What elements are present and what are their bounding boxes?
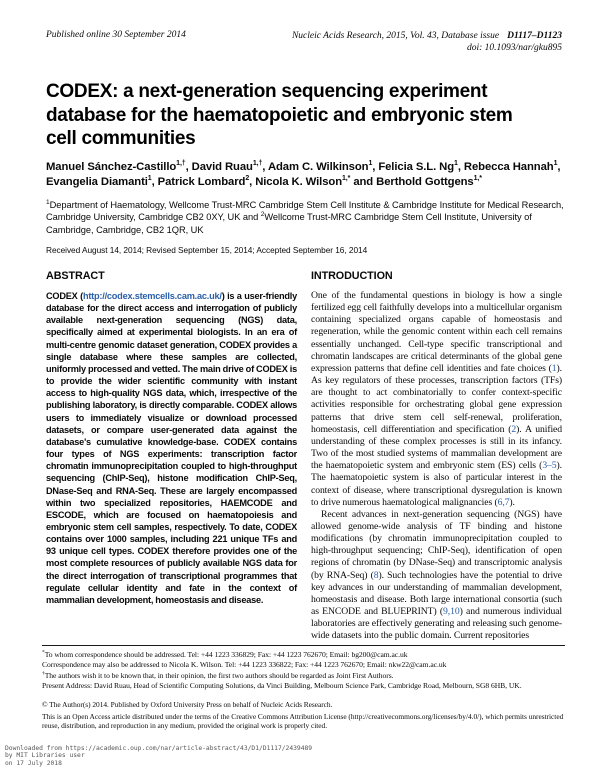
introduction-heading: INTRODUCTION bbox=[311, 270, 393, 282]
affiliations: $^1$Department of Haematology, Wellcome Trust-MRC Cambridge Stem Cell Institute & Cambridge Institute for Medical Research, Cambridge University, Cambridge CB2 0XY, UK and $^2$Wellcome Trust-MRC Cambridge Stem Cell Institute, University of Cambridge, Cambridge, CB2 1QR, UK bbox=[46, 198, 564, 235]
reference-link-1[interactable]: 1 bbox=[551, 362, 557, 374]
two-column-body bbox=[46, 270, 562, 643]
copyright-notice bbox=[42, 700, 565, 731]
reference-link-9-10[interactable]: 9,10 bbox=[443, 606, 460, 618]
article-title: CODEX: a next-generation sequencing experiment database for the haematopoietic and embryonic stem cell communities bbox=[46, 81, 513, 149]
author: Nicola K. Wilson$^{1,*}$ and bbox=[255, 175, 377, 188]
correspondence-footnote: *To whom correspondence should be addressed. Tel: +44 1223 336829; Fax: +44 1223 762670; Email: bg200@cam.ac.uk bbox=[42, 649, 408, 659]
abstract-text: CODEX (http://codex.stemcells.cam.ac.uk/) is a user-friendly database for the direct access and interrogation of publicly available next-generation sequencing (NGS) data, specifically aimed at experimental biologists. In an era of multi-centre genomic dataset generation, CODEX provides a single database where these samples are collected, uniformly processed and vetted. The main drive of CODEX is to provide the wider scientific community with instant access to high-quality NGS data, which, irrespective of the publishing laboratory, is directly comparable. CODEX allows users to immediately visualize or download processed datasets, or compare user-generated data against the database's cumulative knowledge-base. CODEX contains four types of NGS experiments: transcription factor chromatin immunoprecipitation coupled to high-throughput sequencing (ChIP-Seq), histone modification ChIP-Seq, DNase-Seq and RNA-Seq. These are largely encompassed within two specialized repositories, HAEMCODE and ESCODE, which are focused on haematopoiesis and embryonic stem cell samples, respectively. To date, CODEX contains over 1000 samples, including 221 unique TFs and 93 unique cell types. CODEX therefore provides one of the most complete resources of publicly available NGS data for the direct interrogation of transcriptional programmes that regulate cellular identity and fate in the context of mammalian development, homeostasis and disease. bbox=[46, 291, 297, 605]
journal-header bbox=[46, 30, 562, 54]
published-online-date: Published online 30 September 2014 bbox=[46, 30, 186, 40]
download-watermark: Downloaded from https://academic.oup.com/nar/article-abstract/43/D1/D1117/2439489 by MIT Libraries user on 17 July 2018 bbox=[5, 744, 313, 767]
author: Berthold Gottgens$^{1,*}$ bbox=[376, 175, 482, 188]
received-dates: Received August 14, 2014; Revised September 15, 2014; Accepted September 16, 2014 bbox=[46, 245, 368, 255]
footnote-rule bbox=[42, 645, 565, 646]
footnotes bbox=[42, 650, 565, 691]
open-access-line: This is an Open Access article distributed under the terms of the Creative Commons Attribution License (http://creativecommons.org/licenses/by/4.0/), which permits unrestricted reuse, distribution, and reproduction in any medium, provided the original work is properly cited. bbox=[42, 711, 564, 731]
author: Adam C. Wilkinson$^1$, bbox=[267, 159, 379, 173]
author: Rebecca Hannah$^1$, bbox=[463, 159, 561, 173]
correspondence-footnote-2: Correspondence may also be addressed to Nicola K. Wilson. Tel: +44 1223 336822; Fax: +44 1223 762670; Email: nkw22@cam.ac.uk bbox=[42, 660, 447, 670]
journal-citation bbox=[292, 30, 562, 54]
doi-line: doi: 10.1093/nar/gku895 bbox=[467, 43, 562, 53]
present-address-footnote: Present Address: David Ruau, Head of Scientific Computing Solutions, da Vinci Building, Melbourn Science Park, Cambridge Road, Melbourn, SG8 6HB, UK. bbox=[42, 680, 522, 690]
reference-link-2[interactable]: 2 bbox=[511, 423, 517, 435]
reference-link-6-7[interactable]: 6,7 bbox=[497, 496, 510, 508]
journal-issue-line: Nucleic Acids Research, 2015, Vol. 43, Database issue D1117–D1123 bbox=[291, 31, 562, 41]
author: Patrick Lombard$^2$, bbox=[157, 175, 256, 188]
introduction-column bbox=[311, 270, 562, 643]
abstract-heading: ABSTRACT bbox=[46, 270, 105, 282]
joint-first-authors-footnote: †The authors wish it to be known that, in their opinion, the first two authors should be regarded as Joint First Authors. bbox=[42, 670, 394, 680]
author: Manuel Sánchez-Castillo$^{1,\dagger}$, bbox=[46, 159, 192, 173]
author-list bbox=[46, 160, 566, 191]
page-range: D1117–D1123 bbox=[507, 31, 562, 41]
introduction-paragraph-1: One of the fundamental questions in biology is how a single fertilized egg cell faithfully develops into a multicellular organism containing specialized organs capable of homeostasis and regeneration, while the genomic content within each cell remains essentially unchanged. Cell-type specific transcriptional and chromatin landscapes are critical determinants of the global gene expression patterns that define cell identities and fate choices (1). As key regulators of these processes, transcription factors (TFs) are thought to act combinatorially to confer context-specific activities responsible for orchestrating global gene expression patterns that drive stem cell self-renewal, proliferation, homeostasis, cell differentiation and specification (2). A unified understanding of these complex processes is still in its infancy. Two of the most studied systems of mammalian development are the haematopoietic system and embryonic stem (ES) cells (3–5). The haematopoietic system is also of particular interest in the context of disease, where transcriptional dysregulation is known to drive numerous haematological malignancies (6,7). bbox=[311, 290, 562, 508]
author: Evangelia Diamanti$^1$, bbox=[46, 175, 158, 188]
introduction-paragraph-2: Recent advances in next-generation sequencing (NGS) have allowed genome-wide analysis of TF binding and histone modifications (by chromatin immunoprecipitation coupled to high-throughput sequencing; ChIP-Seq), identification of open regions of chromatin (by DNase-Seq) and transcriptomic analysis (by RNA-Seq) (8). Such technologies have the potential to drive key advances in our understanding of mammalian development, homeostasis and disease. Both large international consortia (such as ENCODE and BLUEPRINT) (9,10) and numerous individual laboratories are effectively generating and releasing such genome-wide datasets into the public domain. Current repositories bbox=[311, 508, 562, 642]
reference-link-3-5[interactable]: 3–5 bbox=[542, 460, 557, 472]
author: Felicia S.L. Ng$^1$, bbox=[378, 159, 464, 173]
abstract-column bbox=[46, 270, 297, 643]
codex-url-link[interactable]: http://codex.stemcells.cam.ac.uk/ bbox=[82, 291, 222, 301]
author: David Ruau$^{1,\dagger}$, bbox=[191, 159, 268, 173]
reference-link-8[interactable]: 8 bbox=[373, 569, 379, 581]
copyright-line: © The Author(s) 2014. Published by Oxford University Press on behalf of Nucleic Acids Research. bbox=[42, 700, 333, 710]
